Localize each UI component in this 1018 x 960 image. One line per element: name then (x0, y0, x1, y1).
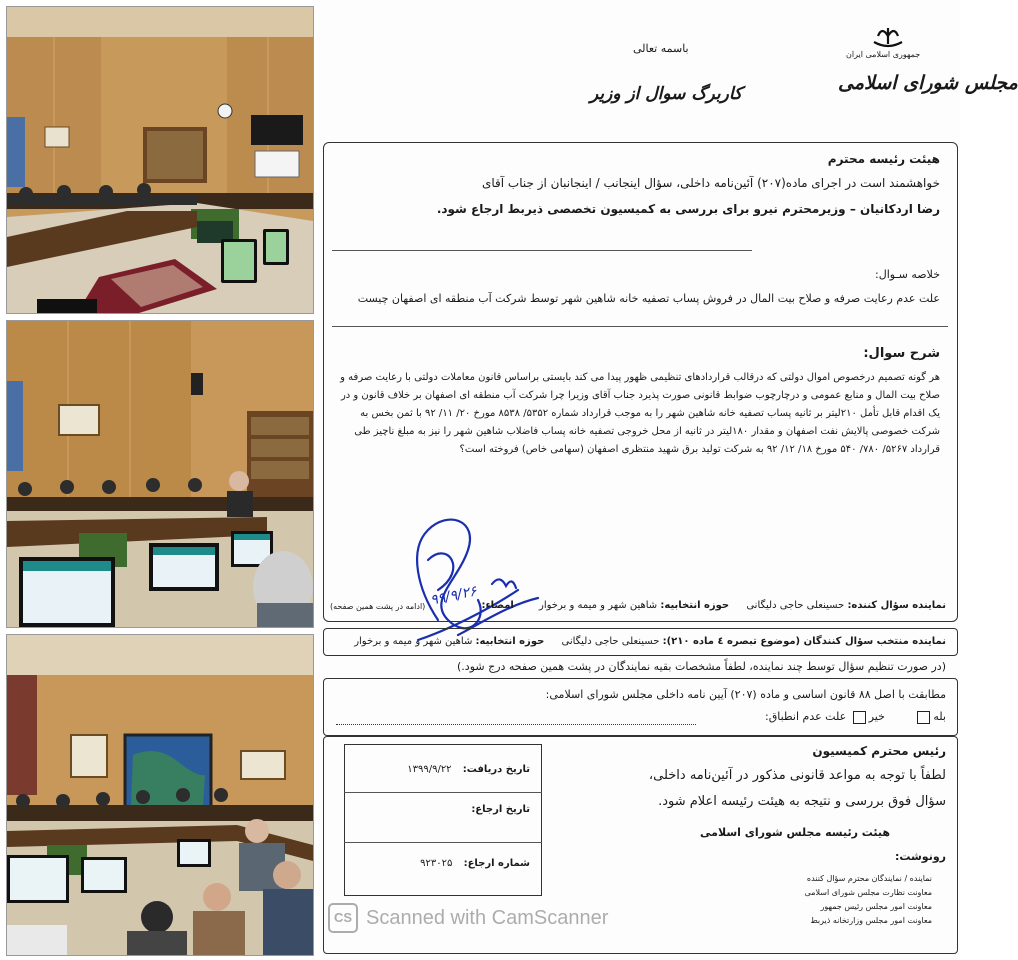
request-line-1: خواهشمند است در اجرای ماده(۲۰۷) آئین‌نامه داخلی، سؤال اینجانب / اینجانبان از جناب آقای (481, 176, 940, 190)
referral-date-label: تاریخ ارجاع: (471, 804, 530, 815)
question-form-document (318, 0, 1018, 960)
explanation-line-2: صلاح بیت المال و منابع عمومی و درچارچوب ضوابط قانونی صورت پذیرد جناب آقای وزیرا چرا شرکت آب منطقه ای اصفهان بر خلاف قانون و در (340, 390, 940, 401)
meeting-photo-2 (6, 320, 314, 628)
explanation-line-1: هر گونه تصمیم درخصوص اموال دولتی که درقالب قراردادهای تنظیمی ظهور پیدا می کند بایستی براساس قانون معاملات دولتی با رعایت صرفه و (340, 372, 940, 383)
number-value: ۹۲۳۰۲۵ (420, 858, 453, 869)
explanation-line-3: یک اقدام قابل تأمل ۲۱۰لیتر بر ثانیه پساب تصفیه خانه شاهین شهر را به موجب قرارداد شماره ۵۳۵۲/ ۸۵۳۸ مورخ ۲۰/ ۱۱/ ۹۲ با ثمن بخس به (360, 408, 940, 419)
yes-checkbox[interactable] (917, 711, 930, 724)
number-label: شماره ارجاع: (463, 858, 530, 869)
reason-label: علت عدم انطباق: (764, 710, 847, 723)
conformity-options (765, 710, 946, 724)
cc-item-4: معاونت امور مجلس وزارتخانه ذیربط (810, 916, 932, 925)
camscanner-text: Scanned with CamScanner (366, 906, 609, 929)
commission-line-1: لطفاً با توجه به مواعد قانونی مذکور در آئین‌نامه داخلی، (648, 768, 946, 783)
separator-1 (332, 250, 752, 251)
received-value: ۱۳۹۹/۹/۲۲ (407, 764, 452, 775)
explanation-line-5: قرارداد ۵۲۶۷/ ۷۸۰/ ۵۴۰ مورخ ۱۸/ ۱۲/ ۹۲ به شرکت تولید برق شهید منتظری اصفهان (سهامی خاص) فروخته است؟ (459, 444, 940, 455)
mp-name: حسینعلی حاجی دلیگانی (746, 600, 845, 611)
mp-label: نماینده سؤال کننده: (847, 600, 946, 611)
cc-label: رونوشت: (894, 850, 946, 863)
dates-sep-2 (344, 842, 542, 843)
selected-label: نماینده منتخب سؤال کنندگان (موضوع تبصره ٤ ماده ٢١٠): (662, 636, 946, 647)
form-title: کاربرگ سوال از وزیر (590, 84, 743, 104)
camscanner-badge: CS (328, 903, 358, 933)
meeting-photo-3 (6, 634, 314, 956)
multi-mp-note: (در صورت تنظیم سؤال توسط چند نماینده، لطفاً مشخصات بقیه نمایندگان در پشت همین صفحه درج شود.) (457, 660, 946, 673)
commission-signatory: هیئت رئیسه مجلس شورای اسلامی (700, 826, 890, 839)
reason-dotted-line (336, 724, 696, 725)
commission-line-2: سؤال فوق بررسی و نتیجه به هیئت رئیسه اعلام شود. (658, 794, 946, 809)
conformity-box (323, 678, 958, 736)
separator-2 (332, 326, 948, 327)
request-line-2: رضا اردکانیان – وزیرمحترم نیرو برای بررسی به کمیسیون تخصصی ذیربط ارجاع شود. (436, 202, 940, 216)
signature-date: ۹۹/۹/۲۶ (428, 583, 479, 609)
conformity-question: مطابقت با اصل ۸۸ قانون اساسی و ماده (۲۰۷) آیین نامه داخلی مجلس شورای اسلامی: (545, 688, 946, 701)
selected-district-value: شاهین شهر و میمه و برخوار (354, 636, 473, 647)
logo-text: مجلس شورای اسلامی (838, 72, 1018, 94)
summary-text: علت عدم رعایت صرفه و صلاح بیت المال در فروش پساب تصفیه خانه شاهین شهر توسط شرکت آب منطقه ای اصفهان چیست (357, 292, 940, 305)
selected-row (354, 636, 946, 647)
explanation-line-4: شرکت خصوصی پالایش نفت اصفهان و مقدار ۱۸۰لیتر در ثانیه از محل خروجی تصفیه خانه پساب فاضلاب شاهین شهر را نیز به مبلغ ناچیز طی (354, 426, 940, 437)
commission-salutation: رئیس محترم کمیسیون (812, 744, 946, 758)
district-value: شاهین شهر و میمه و برخوار (539, 600, 658, 611)
summary-label: خلاصه سـوال: (875, 268, 940, 281)
sign-label: امضاء: (481, 600, 514, 611)
district-label: حوزه انتخابیه: (660, 600, 730, 611)
signature-row (482, 600, 947, 611)
cc-item-3: معاونت امور مجلس رئیس جمهور (820, 902, 932, 911)
received-date (354, 764, 530, 775)
cc-item-1: نماینده / نمایندگان محترم سؤال کننده (806, 874, 932, 883)
no-label: خیر (868, 710, 885, 723)
camscanner-watermark (328, 903, 608, 933)
parliament-logo (838, 22, 1018, 118)
received-label: تاریخ دریافت: (462, 764, 530, 775)
meeting-photo-1 (6, 6, 314, 314)
selected-district-label: حوزه انتخابیه: (475, 636, 545, 647)
no-checkbox[interactable] (853, 711, 866, 724)
cc-item-2: معاونت نظارت مجلس شورای اسلامی (804, 888, 932, 897)
explanation-label: شرح سوال: (863, 346, 940, 361)
emblem-caption: جمهوری اسلامی ایران (846, 50, 921, 59)
selected-name: حسینعلی حاجی دلیگانی (561, 636, 660, 647)
continuation-note: (ادامه در پشت همین صفحه) (330, 602, 426, 611)
yes-label: بله (933, 710, 946, 723)
dates-sep-1 (344, 792, 542, 793)
referral-number (354, 858, 530, 869)
salutation: هیئت رئیسه محترم (827, 152, 940, 166)
basmala: باسمه تعالی (633, 42, 689, 55)
